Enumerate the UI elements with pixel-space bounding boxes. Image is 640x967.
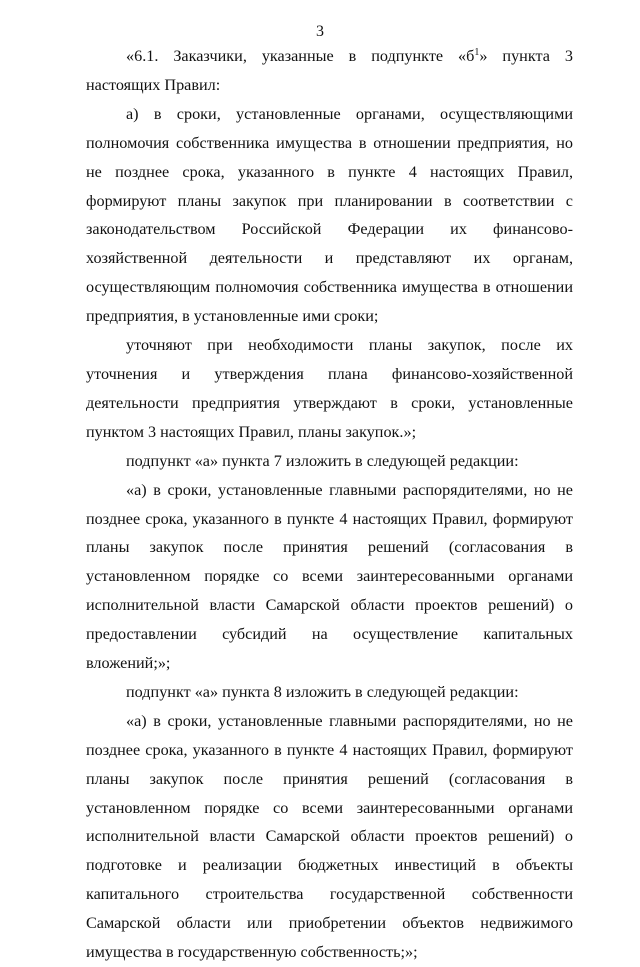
paragraph-6-1	[86, 42, 573, 100]
page-number: 3	[316, 23, 324, 40]
superscript-marker: 1	[474, 47, 480, 58]
paragraph-6-1-start: «6.1. Заказчики, указанные в подпункте «б	[126, 47, 475, 65]
paragraph-point-7-text: «а) в сроки, установленные главными распорядителями, но не позднее срока, указанного в пункте 4 настоящих Правил, формируют планы закупок после принятия решений (согласования в установленном порядке со всеми заинтересованными органами исполнительной власти Самарской области проектов решений) о предоставлении субсидий на осуществление капитальных вложений;»;	[86, 480, 573, 673]
paragraph-point-7-intro: подпункт «а» пункта 7 изложить в следующей редакции:	[126, 451, 519, 470]
paragraph-point-8-intro: подпункт «а» пункта 8 изложить в следующей редакции:	[126, 682, 519, 701]
document-body	[86, 42, 573, 967]
paragraph-point-8-text: «а) в сроки, установленные главными распорядителями, но не позднее срока, указанного в пункте 4 настоящих Правил, формируют планы закупок после принятия решений (согласования в установленном порядке со всеми заинтересованными органами исполнительной власти Самарской области проектов решений) о подготовке и реализации бюджетных инвестиций в объекты капитального строительства государственной собственности Самарской области или приобретении объектов недвижимого имущества в государственную собственность;»;	[86, 711, 573, 962]
paragraph-6-1-end: » пункта 3 настоящих Правил:	[86, 47, 573, 94]
paragraph-clarify: уточняют при необходимости планы закупок, после их уточнения и утверждения плана финансово-хозяйственной деятельности предприятия утверждают в сроки, установленные пунктом 3 настоящих Правил, планы закупок.»;	[86, 336, 573, 441]
paragraph-subitem-a: а) в сроки, установленные органами, осуществляющими полномочия собственника имущества в отношении предприятия, но не позднее срока, указанного в пункте 4 настоящих Правил, формируют планы закупок при планировании в соответствии с законодательством Российской Федерации их финансово-хозяйственной деятельности и представляют их органам, осуществляющим полномочия собственника имущества в отношении предприятия, в установленные ими сроки;	[86, 104, 573, 326]
